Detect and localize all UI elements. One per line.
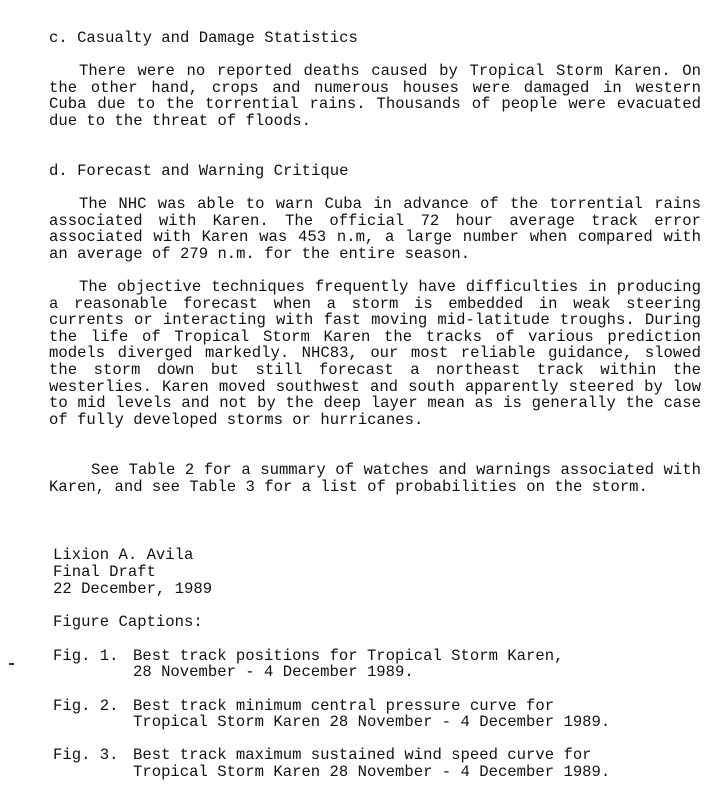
figure-2-label: Fig. 2. <box>53 697 119 715</box>
section-d-paragraph-3: See Table 2 for a summary of watches and warnings associated with Karen, and see Table 3 for a list of probabilities on the storm. <box>49 461 701 496</box>
figure-1-caption-line-2: 28 November - 4 December 1989. <box>133 663 414 681</box>
section-c-heading: c. Casualty and Damage Statistics <box>49 29 358 47</box>
section-d-heading: d. Forecast and Warning Critique <box>49 162 349 180</box>
figure-captions-heading: Figure Captions: <box>53 613 203 631</box>
margin-mark <box>9 663 14 665</box>
figure-1-label: Fig. 1. <box>53 647 119 665</box>
section-d-paragraph-2: The objective techniques frequently have difficulties in producing a reasonable forecast when a storm is embedded in weak steering currents or interacting with fast moving mid-latitude troughs. During the life of Tropical Storm Karen the tracks of various prediction models diverged markedly. NHC83, our most reliable guidance, slowed the storm down but still forecast a northeast track within the westerlies. Karen moved southwest and south apparently steered by low to mid levels and not by the deep layer mean as is generally the case of fully developed storms or hurricanes. <box>49 278 701 429</box>
draft-status: Final Draft <box>53 563 156 581</box>
figure-2-caption-line-2: Tropical Storm Karen 28 November - 4 December 1989. <box>133 713 611 731</box>
figure-2-caption-line-1: Best track minimum central pressure curve for <box>133 697 555 715</box>
figure-3-caption-line-1: Best track maximum sustained wind speed curve for <box>133 746 592 764</box>
figure-1-caption-line-1: Best track positions for Tropical Storm Karen, <box>133 647 564 665</box>
draft-date: 22 December, 1989 <box>53 580 213 598</box>
section-c-paragraph: There were no reported deaths caused by Tropical Storm Karen. On the other hand, crops and numerous houses were damaged in western Cuba due to the torrential rains. Thousands of people were evacuated due to the threat of floods. <box>49 62 701 130</box>
author-name: Lixion A. Avila <box>53 546 194 564</box>
figure-3-label: Fig. 3. <box>53 746 119 764</box>
figure-3-caption-line-2: Tropical Storm Karen 28 November - 4 December 1989. <box>133 763 611 781</box>
section-d-paragraph-1: The NHC was able to warn Cuba in advance of the torrential rains associated with Karen. The official 72 hour average track error associated with Karen was 453 n.m, a large number when compared with an average of 279 n.m. for the entire season. <box>49 195 701 263</box>
